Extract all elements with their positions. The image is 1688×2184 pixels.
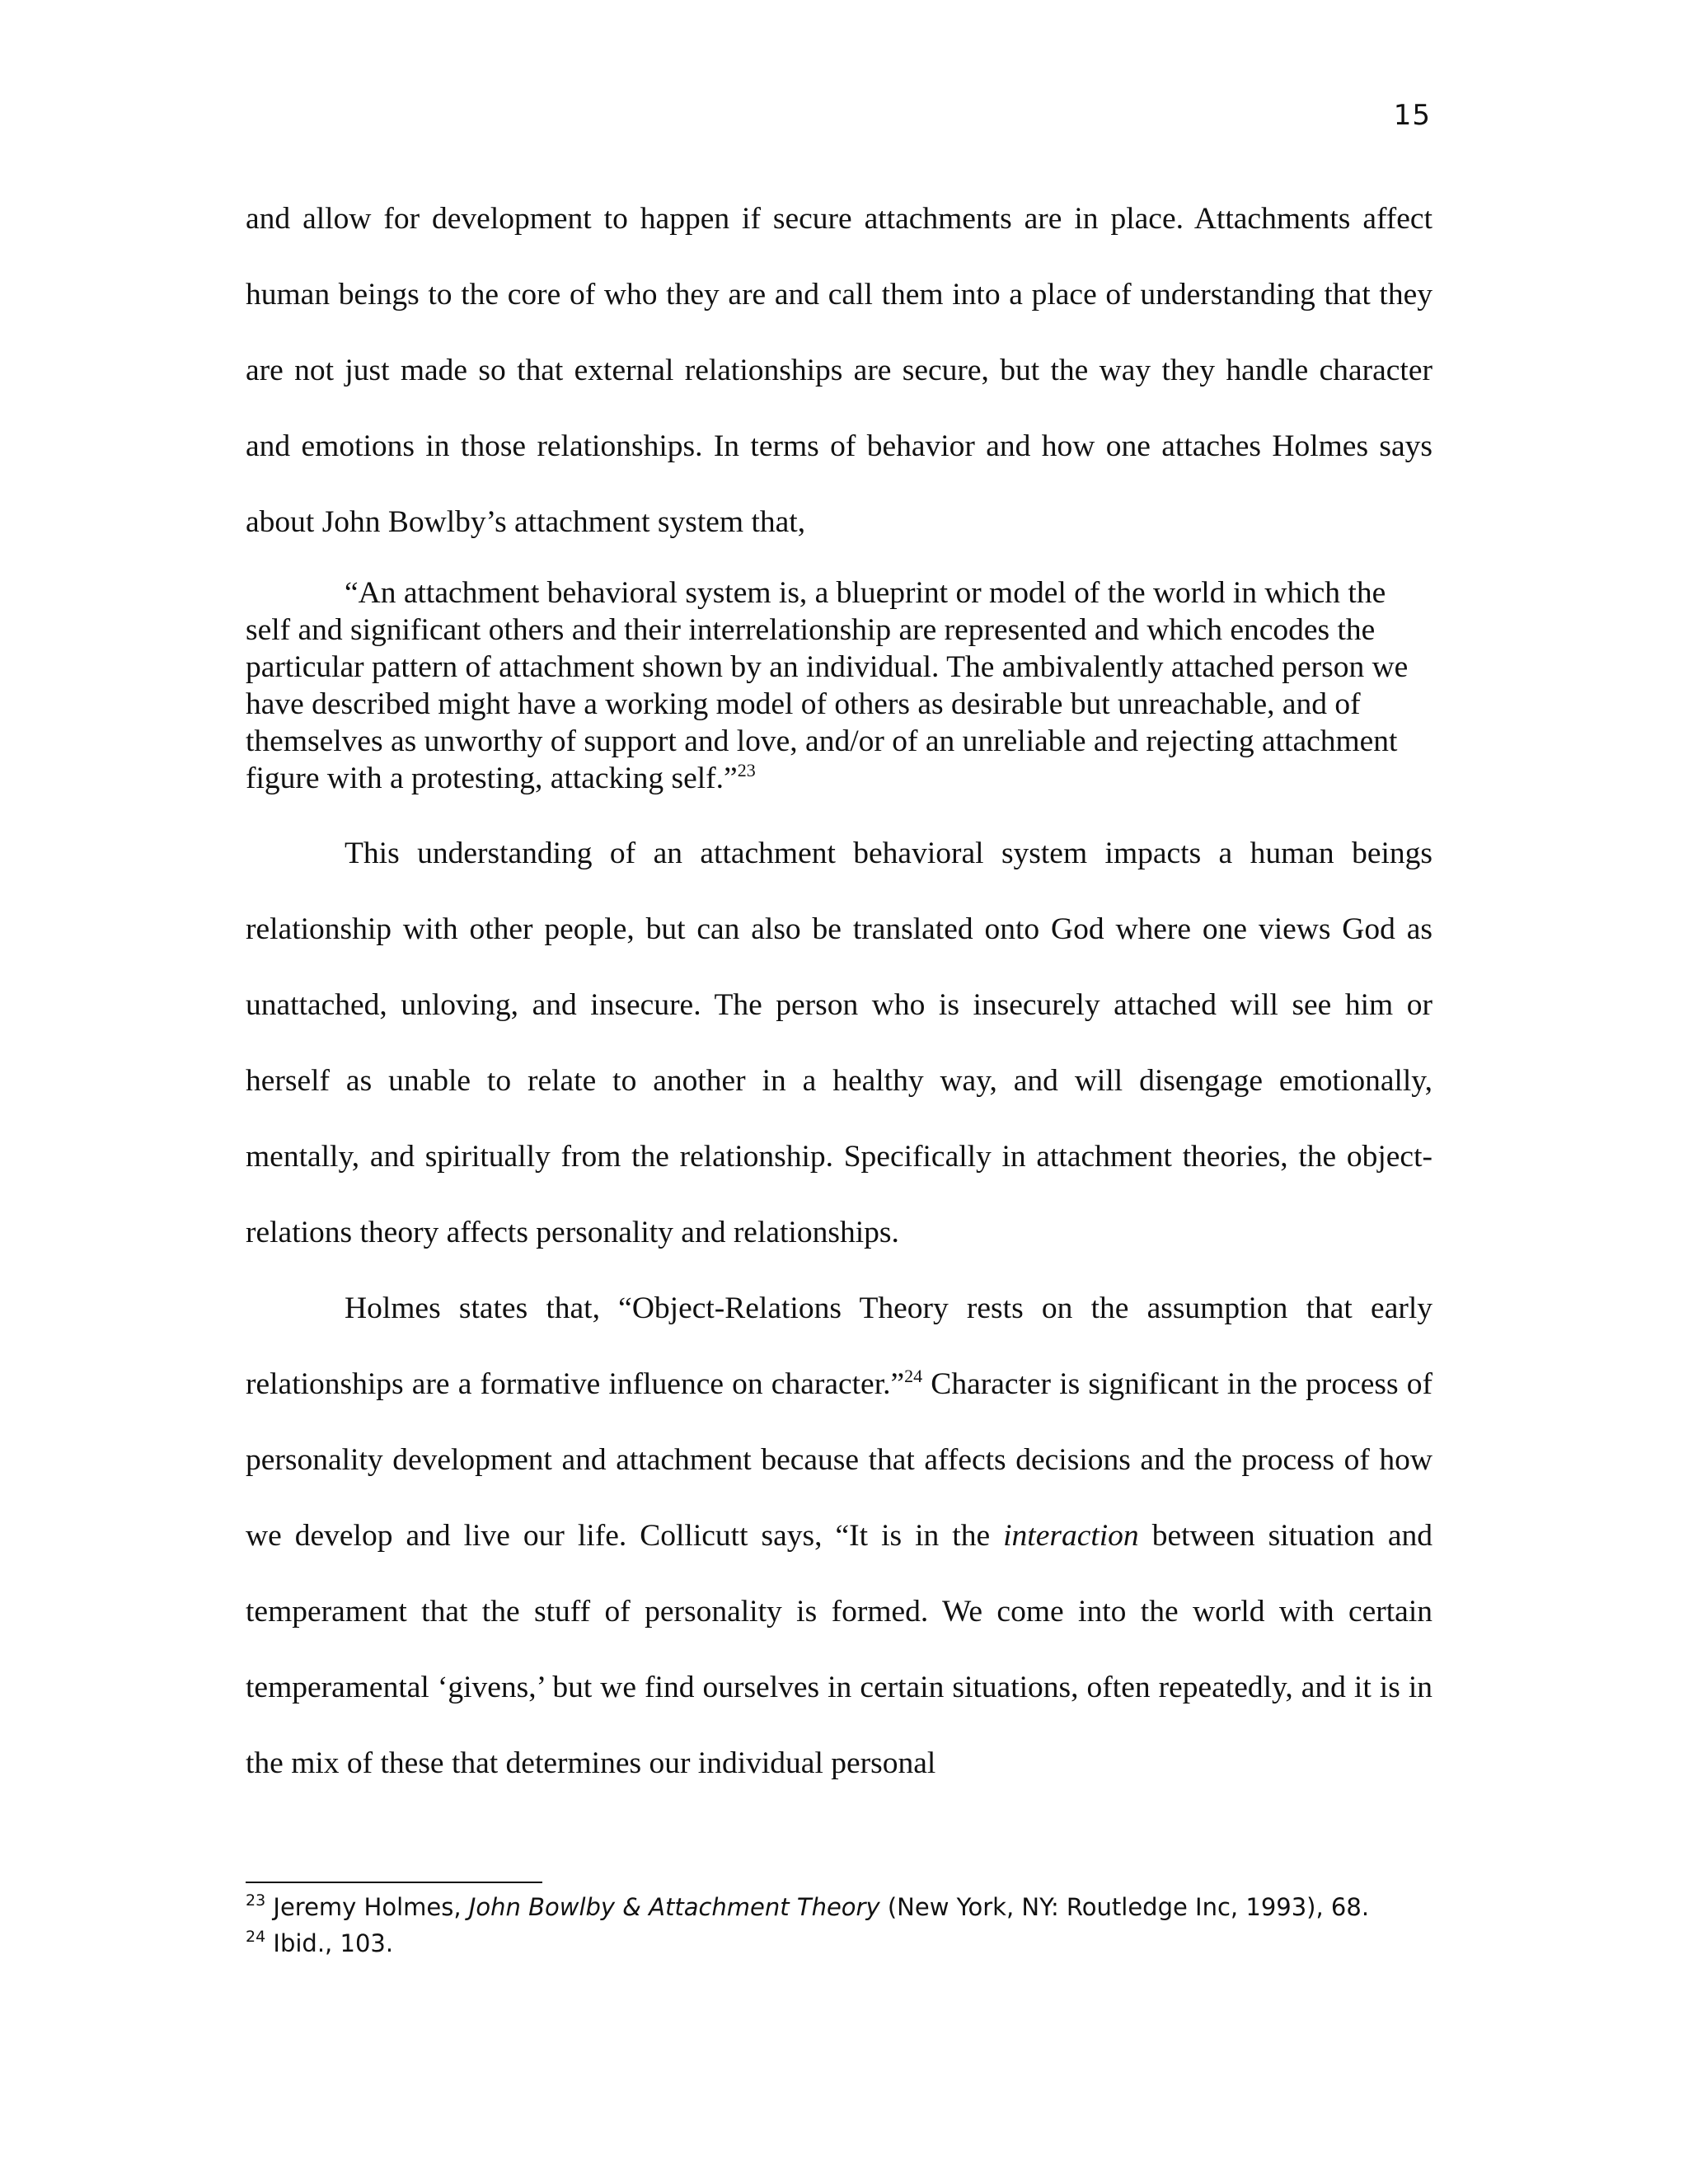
footnote-23-title: John Bowlby & Attachment Theory bbox=[468, 1893, 880, 1921]
footnote-ref-24[interactable]: 24 bbox=[904, 1366, 923, 1386]
paragraph-2: This understanding of an attachment behavioral system impacts a human beings relationship with other people, but can also be translated onto God where one views God as unattached, unloving, and insecure. The person who is insecurely attached will see him or herself as unable to relate to another in a healthy way, and will disengage emotionally, mentally, and spiritually from the relationship. Specifically in attachment theories, the object-relations theory affects personality and relationships. bbox=[246, 837, 1432, 1249]
paragraph-3-emphasis: interaction bbox=[1003, 1519, 1139, 1553]
paragraph-3-part1: Holmes states that, “Object-Relations Theory rests on the assumption that early relationships are a formative influence on character.” bbox=[246, 1291, 1432, 1401]
footnotes bbox=[246, 1889, 1432, 1961]
footnote-23-details: (New York, NY: Routledge Inc, 1993), 68. bbox=[879, 1893, 1370, 1921]
footnote-separator bbox=[246, 1882, 542, 1883]
block-quote bbox=[246, 574, 1432, 797]
footnote-24-number: 24 bbox=[246, 1928, 266, 1946]
footnote-23 bbox=[246, 1889, 1432, 1925]
block-quote-text: “An attachment behavioral system is, a blueprint or model of the world in which the self and significant others and their interrelationship are represented and which encodes the particular pattern of attachment shown by an individual. The ambivalently attached person we have described might have a working model of others as desirable but unreachable, and of themselves as unworthy of support and love, and/or of an unreliable and rejecting attachment figure with a protesting, attacking self.” bbox=[246, 576, 1409, 795]
main-text-bottom bbox=[246, 816, 1432, 1802]
page-number: 15 bbox=[1393, 99, 1431, 132]
paragraph-3-part2: Character is significant in the process of personality development and attachment because that affects decisions and the process of how we develop and live our life. Collicutt says, “It is in the bbox=[246, 1367, 1432, 1553]
paragraph-3-part3: between situation and temperament that the stuff of personality is formed. We come into the world with certain temperamental ‘givens,’ but we find ourselves in certain situations, often repeatedly, and it is in the mix of these that determines our individual personal bbox=[246, 1519, 1432, 1780]
paragraph-1: and allow for development to happen if secure attachments are in place. Attachments affect human beings to the core of who they are and call them into a place of understanding that they are not just made so that external relationships are secure, but the way they handle character and emotions in those relationships. In terms of behavior and how one attaches Holmes says about John Bowlby’s attachment system that, bbox=[246, 202, 1432, 539]
footnote-24 bbox=[246, 1925, 1432, 1961]
footnote-24-text: Ibid., 103. bbox=[273, 1929, 394, 1957]
footnote-23-author: Jeremy Holmes, bbox=[273, 1893, 469, 1921]
footnote-23-number: 23 bbox=[246, 1891, 266, 1910]
footnote-ref-23[interactable]: 23 bbox=[737, 760, 756, 780]
main-text-top bbox=[246, 181, 1432, 560]
paragraph-3 bbox=[246, 1271, 1432, 1802]
